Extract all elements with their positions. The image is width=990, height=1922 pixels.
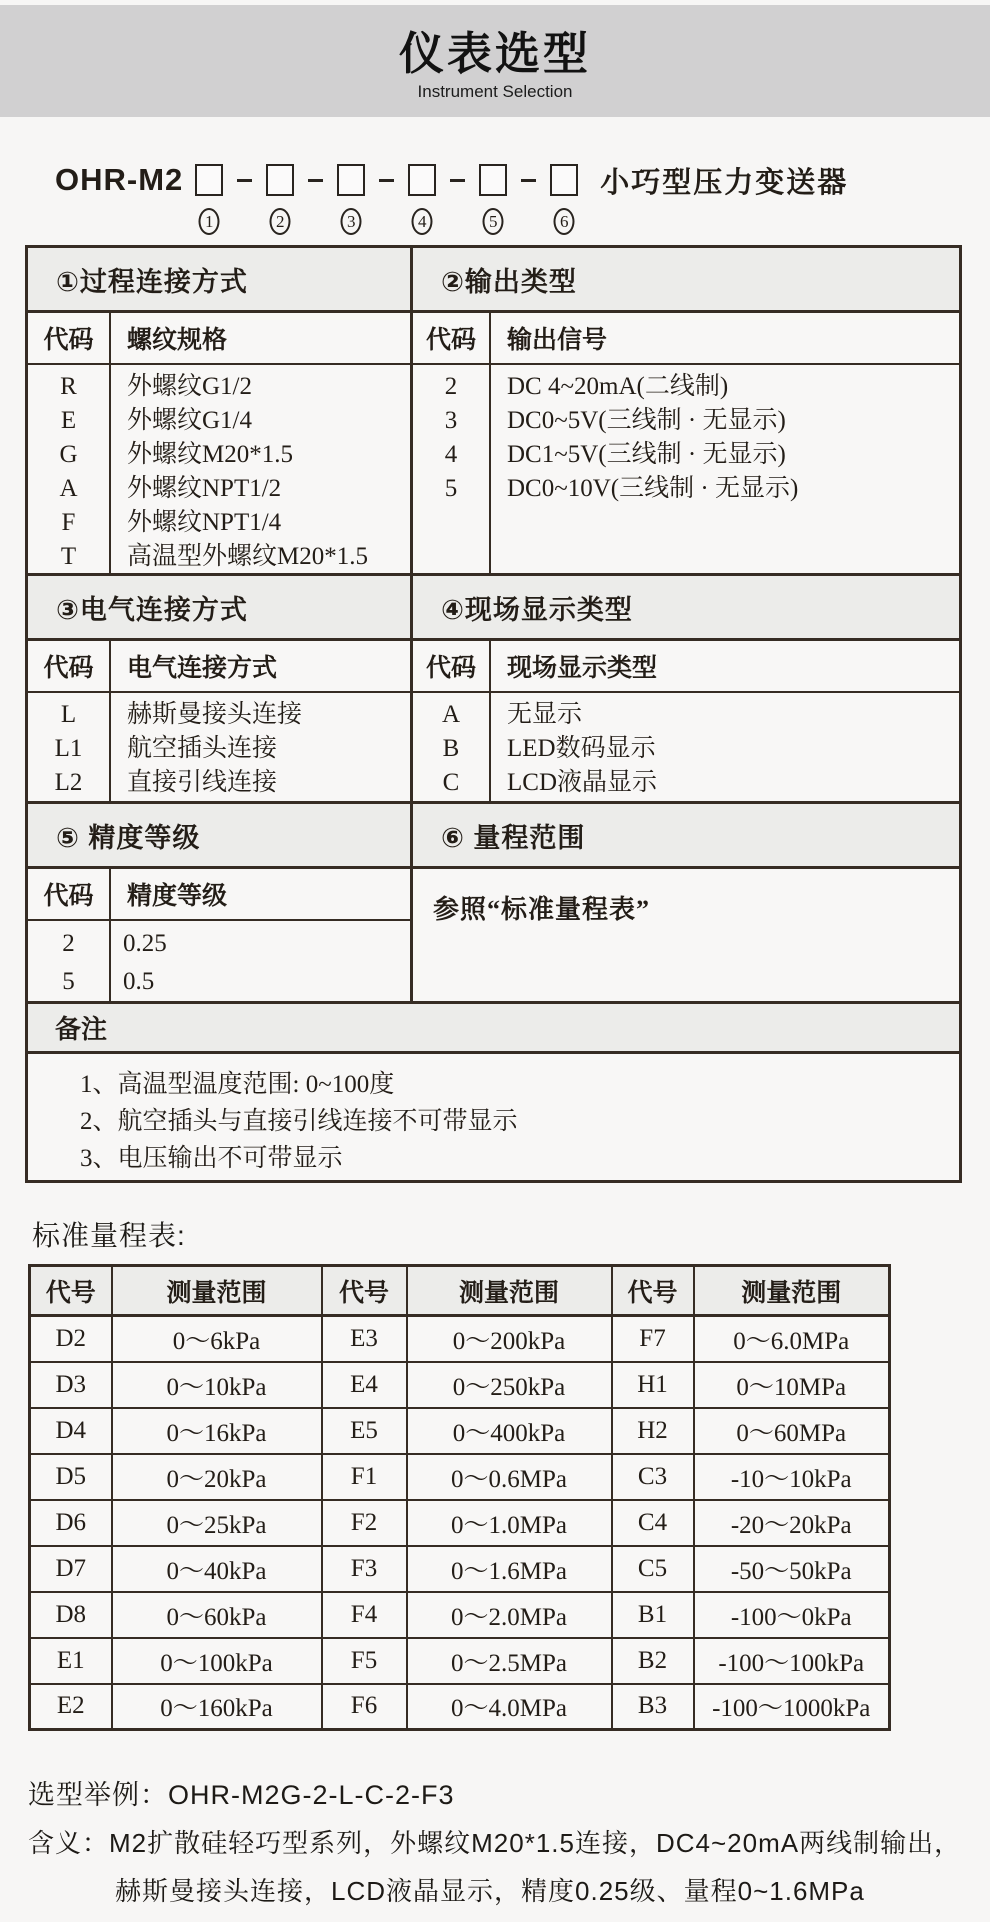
range-code-cell: F2 xyxy=(322,1500,407,1546)
range-value-cell: -50～50kPa xyxy=(694,1546,890,1592)
range-table-row xyxy=(30,1546,890,1592)
range-value-cell: 0～20kPa xyxy=(112,1454,322,1500)
range-code-cell: F7 xyxy=(612,1316,694,1362)
col-header-code: 代码 xyxy=(28,869,111,919)
col-header-electrical-connection: 电气连接方式 xyxy=(111,641,413,691)
section2-title: ②输出类型 xyxy=(441,266,577,297)
dash-separator xyxy=(450,179,465,182)
electrical-connection-codes xyxy=(28,693,111,801)
range-code-cell: D5 xyxy=(30,1454,112,1500)
code-cell: G xyxy=(59,441,78,468)
page-banner xyxy=(0,5,990,117)
range-code-cell: B2 xyxy=(612,1638,694,1684)
range-value-cell: 0～2.0MPa xyxy=(407,1592,612,1638)
range-value-cell: 0～400kPa xyxy=(407,1408,612,1454)
range-table-row xyxy=(30,1500,890,1546)
range-table-row xyxy=(30,1684,890,1730)
range-value-cell: 0～16kPa xyxy=(112,1408,322,1454)
display-type-values xyxy=(491,693,959,801)
range-value-cell: -100～100kPa xyxy=(694,1638,890,1684)
range-value-cell: 0～6.0MPa xyxy=(694,1316,890,1362)
range-value-cell: 0～4.0MPa xyxy=(407,1684,612,1730)
value-cell: 高温型外螺纹M20*1.5 xyxy=(127,543,368,570)
value-cell: 外螺纹NPT1/2 xyxy=(127,475,282,502)
slot-number-5: 5 xyxy=(483,208,504,235)
code-cell: 3 xyxy=(444,407,458,434)
range-code-cell: E2 xyxy=(30,1684,112,1730)
range-value-cell: 0～1.6MPa xyxy=(407,1546,612,1592)
display-type-codes xyxy=(413,693,491,801)
col-header-thread-spec: 螺纹规格 xyxy=(111,313,413,363)
selection-meaning-line1: 含义：M2扩散硅轻巧型系列，外螺纹M20*1.5连接，DC4~20mA两线制输出， xyxy=(28,1828,962,1858)
value-cell: 直接引线连接 xyxy=(127,769,278,796)
column-headers-3-4 xyxy=(28,641,959,693)
dash-separator xyxy=(237,179,252,182)
model-slot-box-2 xyxy=(266,164,294,231)
value-cell: LCD液晶显示 xyxy=(507,769,658,796)
model-slot-box-6 xyxy=(550,164,578,231)
code-cell: L xyxy=(60,701,77,728)
value-cell: 0.5 xyxy=(123,968,155,995)
range-code-cell: E3 xyxy=(322,1316,407,1362)
slot-number-6: 6 xyxy=(554,208,575,235)
range-value-cell: -20～20kPa xyxy=(694,1500,890,1546)
range-table-title: 标准量程表: xyxy=(32,1220,186,1251)
selection-example: 选型举例：OHR-M2G-2-L-C-2-F3 xyxy=(28,1780,455,1810)
section-header-row-5-6 xyxy=(28,804,959,869)
range-code-cell: C3 xyxy=(612,1454,694,1500)
page-subtitle: Instrument Selection xyxy=(417,82,573,101)
range-code-cell: C5 xyxy=(612,1546,694,1592)
range-code-cell: H2 xyxy=(612,1408,694,1454)
range-code-cell: D2 xyxy=(30,1316,112,1362)
slot-number-3: 3 xyxy=(341,208,362,235)
section5-title: ⑤ 精度等级 xyxy=(28,804,413,866)
section6-title: ⑥ 量程范围 xyxy=(441,822,586,853)
range-table-row xyxy=(30,1592,890,1638)
range-value-cell: 0～25kPa xyxy=(112,1500,322,1546)
range-code-cell: D3 xyxy=(30,1362,112,1408)
range-table-row xyxy=(30,1638,890,1684)
col-header-code: 代码 xyxy=(28,641,111,691)
section-header-row-3-4 xyxy=(28,576,959,641)
range-table-row xyxy=(30,1362,890,1408)
range-value-cell: 0～6kPa xyxy=(112,1316,322,1362)
range-code-cell: D4 xyxy=(30,1408,112,1454)
model-slot-box-3 xyxy=(337,164,365,231)
range-code-cell: H1 xyxy=(612,1362,694,1408)
accuracy-rows xyxy=(28,921,410,1001)
range-code-cell: E5 xyxy=(322,1408,407,1454)
dash-separator xyxy=(308,179,323,182)
remark-note: 3、电压输出不可带显示 xyxy=(80,1145,343,1172)
range-value-cell: 0～40kPa xyxy=(112,1546,322,1592)
code-cell: 2 xyxy=(62,930,75,957)
range-value-cell: -10～10kPa xyxy=(694,1454,890,1500)
slot-number-1: 1 xyxy=(199,208,220,235)
value-cell: DC0~10V(三线制 · 无显示) xyxy=(507,475,799,502)
code-cell: 2 xyxy=(444,373,458,400)
code-cell: F xyxy=(61,509,76,536)
section-header-row-1-2 xyxy=(28,248,959,313)
col-header-measure-range: 测量范围 xyxy=(407,1266,612,1316)
code-cell: C xyxy=(442,769,460,796)
remark-title: 备注 xyxy=(28,1004,959,1054)
section-body-1-2 xyxy=(28,365,959,576)
code-cell: A xyxy=(441,701,461,728)
range-code-cell: F3 xyxy=(322,1546,407,1592)
section-body-5-6 xyxy=(28,869,959,1004)
range-table-header-row xyxy=(30,1266,890,1316)
value-cell: 赫斯曼接头连接 xyxy=(127,701,303,728)
range-value-cell: -100～0kPa xyxy=(694,1592,890,1638)
remark-notes xyxy=(28,1054,959,1180)
model-suffix: 小巧型压力变送器 xyxy=(600,166,849,199)
remark-note: 2、航空插头与直接引线连接不可带显示 xyxy=(80,1108,518,1135)
section4-title: ④现场显示类型 xyxy=(441,594,633,625)
range-value-cell: 0～100kPa xyxy=(112,1638,322,1684)
code-cell: B xyxy=(442,735,460,762)
column-headers-1-2 xyxy=(28,313,959,365)
col-header-display-type: 现场显示类型 xyxy=(507,655,658,682)
range-table-row xyxy=(30,1408,890,1454)
value-cell: DC1~5V(三线制 · 无显示) xyxy=(507,441,786,468)
value-cell: DC 4~20mA(二线制) xyxy=(507,373,729,400)
range-code-cell: D7 xyxy=(30,1546,112,1592)
section1-title: ①过程连接方式 xyxy=(28,248,413,310)
range-value-cell: 0～250kPa xyxy=(407,1362,612,1408)
code-cell: A xyxy=(59,475,78,502)
col-header-code: 代码 xyxy=(413,641,491,691)
range-code-cell: D8 xyxy=(30,1592,112,1638)
range-table xyxy=(28,1264,891,1731)
model-slot-box-4 xyxy=(408,164,436,231)
process-connection-values xyxy=(111,365,413,574)
process-connection-codes xyxy=(28,365,111,574)
range-value-cell: 0～10kPa xyxy=(112,1362,322,1408)
range-code-cell: E1 xyxy=(30,1638,112,1684)
range-table-row xyxy=(30,1316,890,1362)
code-cell: L2 xyxy=(54,769,83,796)
value-cell: 外螺纹G1/4 xyxy=(127,407,253,434)
value-cell: 外螺纹G1/2 xyxy=(127,373,253,400)
model-prefix: OHR-M2 xyxy=(55,162,184,197)
selection-meaning-line2: 赫斯曼接头连接，LCD液晶显示，精度0.25级、量程0~1.6MPa xyxy=(115,1876,865,1906)
accuracy-subtable xyxy=(28,869,413,1001)
range-value-cell: 0～200kPa xyxy=(407,1316,612,1362)
range-code-cell: F6 xyxy=(322,1684,407,1730)
value-cell: 外螺纹M20*1.5 xyxy=(127,441,293,468)
range-value-cell: 0～60kPa xyxy=(112,1592,322,1638)
value-cell: 航空插头连接 xyxy=(127,735,278,762)
range-value-cell: 0～60MPa xyxy=(694,1408,890,1454)
model-slot-box-1 xyxy=(195,164,223,231)
range-code-cell: F5 xyxy=(322,1638,407,1684)
col-header-output-signal: 输出信号 xyxy=(507,327,608,354)
col-header-accuracy: 精度等级 xyxy=(127,883,228,910)
range-code-cell: D6 xyxy=(30,1500,112,1546)
output-type-codes xyxy=(413,365,491,574)
dash-separator xyxy=(521,179,536,182)
range-value-cell: 0～160kPa xyxy=(112,1684,322,1730)
accuracy-values xyxy=(111,921,410,1001)
code-cell: R xyxy=(60,373,77,400)
accuracy-codes xyxy=(28,921,111,1001)
col-header-code: 代码 xyxy=(28,313,111,363)
code-cell: L1 xyxy=(54,735,83,762)
col-header-code: 代号 xyxy=(612,1266,694,1316)
section-body-3-4 xyxy=(28,693,959,804)
value-cell: LED数码显示 xyxy=(507,735,656,762)
range-code-cell: B3 xyxy=(612,1684,694,1730)
range-code-cell: F4 xyxy=(322,1592,407,1638)
model-code-line xyxy=(55,162,849,231)
col-header-measure-range: 测量范围 xyxy=(112,1266,322,1316)
code-cell: E xyxy=(60,407,77,434)
range-value-cell: 0～10MPa xyxy=(694,1362,890,1408)
col-header-code: 代号 xyxy=(30,1266,112,1316)
range-code-cell: E4 xyxy=(322,1362,407,1408)
col-header-code: 代号 xyxy=(322,1266,407,1316)
range-value-cell: 0～0.6MPa xyxy=(407,1454,612,1500)
value-cell: 无显示 xyxy=(507,701,583,728)
range-value-cell: -100～1000kPa xyxy=(694,1684,890,1730)
slot-number-2: 2 xyxy=(270,208,291,235)
value-cell: 0.25 xyxy=(123,930,167,957)
range-value-cell: 0～2.5MPa xyxy=(407,1638,612,1684)
page-title: 仪表选型 xyxy=(398,28,591,79)
range-code-cell: B1 xyxy=(612,1592,694,1638)
output-type-values xyxy=(491,365,959,574)
range-code-cell: F1 xyxy=(322,1454,407,1500)
col-header-code: 代码 xyxy=(413,313,491,363)
range-code-cell: C4 xyxy=(612,1500,694,1546)
code-cell: 4 xyxy=(444,441,458,468)
code-cell: T xyxy=(60,543,77,570)
value-cell: 外螺纹NPT1/4 xyxy=(127,509,282,536)
value-cell: DC0~5V(三线制 · 无显示) xyxy=(507,407,786,434)
model-slots xyxy=(195,164,578,231)
slot-number-4: 4 xyxy=(412,208,433,235)
range-value-cell: 0～1.0MPa xyxy=(407,1500,612,1546)
column-headers-5 xyxy=(28,869,410,921)
model-slot-box-5 xyxy=(479,164,507,231)
selection-table xyxy=(25,245,962,1183)
code-cell: 5 xyxy=(62,968,75,995)
col-header-measure-range: 测量范围 xyxy=(694,1266,890,1316)
dash-separator xyxy=(379,179,394,182)
code-cell: 5 xyxy=(444,475,458,502)
range-table-row xyxy=(30,1454,890,1500)
remark-note: 1、高温型温度范围: 0~100度 xyxy=(80,1071,395,1098)
section3-title: ③电气连接方式 xyxy=(28,576,413,638)
electrical-connection-values xyxy=(111,693,413,801)
range-reference-note: 参照“标准量程表” xyxy=(433,895,651,924)
